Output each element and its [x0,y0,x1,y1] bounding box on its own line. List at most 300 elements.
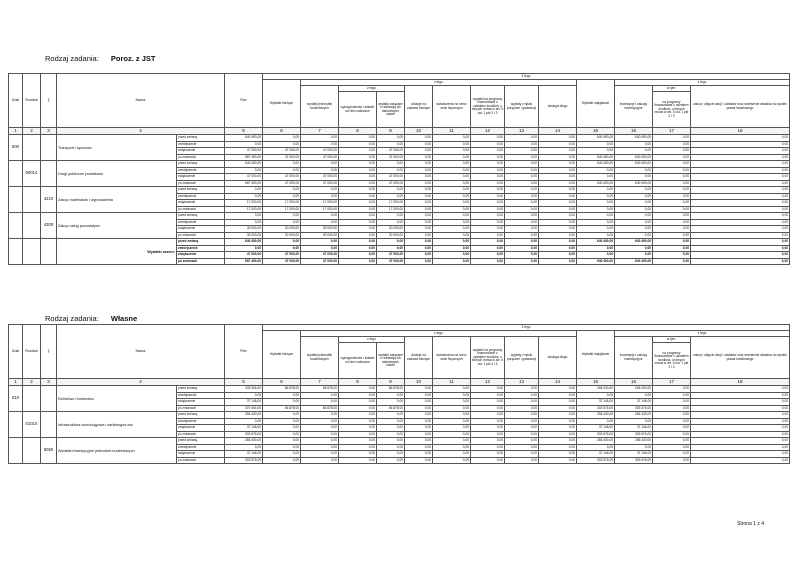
value-cell: 0,00 [691,154,790,161]
row-name: Drogi publiczne powiatowe [57,161,177,187]
value-cell: 0,00 [539,135,577,142]
value-cell: 0,00 [263,187,301,194]
value-cell: 0,00 [339,154,377,161]
value-cell: 0,00 [539,438,577,445]
value-cell: 0,00 [263,239,301,246]
value-cell: 0,00 [471,161,505,168]
paragraf-code [41,386,57,412]
value-cell: 0,00 [505,412,539,419]
value-cell: 0,00 [691,141,790,148]
value-cell: 0,00 [301,213,339,220]
value-cell: 0,00 [263,213,301,220]
col-header-inwestycje-programy: na programy finansowane z udziałem środków, o których mowa w art. 5 ust. 1 pkt 2 i 3 [653,343,691,379]
value-cell: 0,00 [539,386,577,393]
row-name: Wydatki razem: [57,239,177,265]
budget-table-1 [8,73,790,265]
value-cell: 687 490,00 [225,258,263,265]
value-cell: 0,00 [615,187,653,194]
value-cell: 66 878,00 [263,386,301,393]
value-cell: 266 430,00 [615,386,653,393]
col-number: 7 [301,379,339,386]
col-number: 13 [505,379,539,386]
row-kind: przed zmianą [177,438,225,445]
value-cell: 0,00 [377,392,405,399]
value-cell: 0,00 [505,135,539,142]
value-cell: 37 146,00 [615,451,653,458]
task-type-label: Rodzaj zadania: [45,54,99,63]
value-cell: 0,00 [577,193,615,200]
value-cell: 0,00 [539,161,577,168]
value-cell: 266 430,00 [577,386,615,393]
value-cell: 640 490,00 [225,161,263,168]
col-header-inwestycje-programy: na programy finansowane z udziałem środków, o których mowa w art. 5 ust. 1 pkt 2 i 3 [653,92,691,128]
col-header-wynagrodzenia: wynagrodzenia i składki od nich naliczane [339,343,377,379]
value-cell: 266 430,00 [615,412,653,419]
value-cell: 0,00 [405,226,433,233]
task-type-value: Poroz. z JST [110,54,156,63]
value-cell: 303 576,00 [615,431,653,438]
value-cell: 0,00 [505,418,539,425]
value-cell: 0,00 [471,451,505,458]
value-cell: 0,00 [301,193,339,200]
value-cell: 0,00 [539,457,577,464]
rozdzial-code [23,386,41,412]
row-kind: zmniejszenie [177,245,225,252]
row-kind: przed zmianą [177,161,225,168]
value-cell: 0,00 [691,438,790,445]
value-cell: 0,00 [615,174,653,181]
value-cell: 0,00 [653,239,691,246]
value-cell: 0,00 [691,258,790,265]
value-cell: 0,00 [471,148,505,155]
value-cell: 640 490,00 [577,161,615,168]
value-cell: 0,00 [471,405,505,412]
value-cell: 47 000,00 [377,252,405,259]
value-cell: 0,00 [471,457,505,464]
value-cell: 0,00 [691,148,790,155]
value-cell: 47 000,00 [225,174,263,181]
value-cell: 0,00 [691,219,790,226]
value-cell: 0,00 [339,418,377,425]
value-cell: 0,00 [505,148,539,155]
value-cell: 0,00 [405,405,433,412]
rozdzial-code: 01010 [23,412,41,438]
value-cell: 0,00 [301,239,339,246]
section-title-2 [45,314,137,323]
row-kind: zwiększenie [177,226,225,233]
value-cell: 0,00 [433,193,471,200]
value-cell: 0,00 [339,405,377,412]
row-kind: po zmianach [177,154,225,161]
value-cell: 0,00 [615,226,653,233]
col-number: 8 [339,379,377,386]
value-cell: 0,00 [301,141,339,148]
col-header-z-tego: z tego [339,86,405,92]
col-header-inwestycje: inwestycje i zakupy inwestycyjne [615,86,653,128]
value-cell: 0,00 [301,219,339,226]
value-cell: 0,00 [691,451,790,458]
value-cell: 0,00 [505,187,539,194]
value-cell: 0,00 [339,438,377,445]
value-cell: 0,00 [653,232,691,239]
value-cell: 0,00 [225,193,263,200]
value-cell: 0,00 [505,141,539,148]
row-name: Infrastruktura wodociągowa i sanitacyjna wsi [57,412,177,438]
value-cell: 0,00 [691,180,790,187]
value-cell: 0,00 [339,245,377,252]
row-kind: zwiększenie [177,174,225,181]
value-cell: 0,00 [505,167,539,174]
value-cell: 0,00 [339,180,377,187]
col-header-wydatki-statutowe: wydatki związane z realizacją ich statutowych zadań [377,343,405,379]
value-cell: 266 430,00 [577,412,615,419]
value-cell: 0,00 [691,193,790,200]
col-header-wydatki-biezace: Wydatki bieżące [263,80,301,128]
value-cell: 0,00 [339,232,377,239]
value-cell: 0,00 [339,213,377,220]
row-kind: zmniejszenie [177,418,225,425]
col-header-inwestycje: inwestycje i zakupy inwestycyjne [615,337,653,379]
value-cell: 0,00 [405,386,433,393]
value-cell: 0,00 [691,135,790,142]
value-cell: 47 000,00 [263,258,301,265]
value-cell: 0,00 [653,135,691,142]
value-cell: 0,00 [471,386,505,393]
value-cell: 0,00 [433,431,471,438]
value-cell: 0,00 [433,187,471,194]
value-cell: 303 576,00 [615,405,653,412]
col-header-obsluga-dlugu: obsługa długu [539,337,577,379]
value-cell: 0,00 [339,219,377,226]
value-cell: 0,00 [433,213,471,220]
value-cell: 0,00 [615,219,653,226]
row-kind: zmniejszenie [177,392,225,399]
col-header-wydatki-jednostek: wydatki jednostek budżetowych [301,86,339,128]
value-cell: 0,00 [377,167,405,174]
budget-table-2 [8,324,790,464]
col-number: 12 [471,379,505,386]
value-cell: 0,00 [615,213,653,220]
value-cell: 0,00 [433,174,471,181]
value-cell: 0,00 [577,219,615,226]
value-cell: 0,00 [225,418,263,425]
col-header-wydatki-jednostek: wydatki jednostek budżetowych [301,337,339,379]
value-cell: 47 000,00 [225,252,263,259]
col-header-programy: wydatki na programy finansowane z udziałem środków, o których mowa w art. 5 ust. 1 pkt 2 i 3 [471,86,505,128]
value-cell: 0,00 [225,167,263,174]
value-cell: 47 000,00 [263,180,301,187]
value-cell: 47 000,00 [301,180,339,187]
value-cell: 0,00 [225,392,263,399]
value-cell: 0,00 [653,252,691,259]
rozdzial-code [23,135,41,161]
col-number: 7 [301,128,339,135]
row-name: Rolnictwo i łowiectwo [57,386,177,412]
value-cell: 0,00 [653,405,691,412]
value-cell: 0,00 [433,252,471,259]
value-cell: 0,00 [433,412,471,419]
value-cell: 303 576,00 [577,405,615,412]
value-cell: 0,00 [377,213,405,220]
row-kind: zwiększenie [177,200,225,207]
value-cell: 0,00 [301,438,339,445]
value-cell: 0,00 [433,206,471,213]
col-number: 14 [539,379,577,386]
value-cell: 0,00 [653,399,691,406]
value-cell: 0,00 [339,187,377,194]
value-cell: 0,00 [539,174,577,181]
value-cell: 0,00 [471,200,505,207]
col-number: 11 [433,128,471,135]
col-number: 5 [225,379,263,386]
value-cell: 640 490,00 [615,161,653,168]
value-cell: 17 000,00 [263,206,301,213]
row-name: Zakup usług pozostałych [57,213,177,239]
section-title-1 [45,54,155,63]
col-number: 15 [577,379,615,386]
value-cell: 0,00 [539,444,577,451]
col-number: 16 [615,128,653,135]
value-cell: 0,00 [691,174,790,181]
value-cell: 0,00 [615,252,653,259]
value-cell: 0,00 [405,239,433,246]
row-name: Transport i łączność [57,135,177,161]
row-kind: po zmianach [177,206,225,213]
row-kind: zwiększenie [177,252,225,259]
row-kind: zmniejszenie [177,141,225,148]
value-cell: 0,00 [471,258,505,265]
row-kind: po zmianach [177,232,225,239]
col-number: 10 [405,379,433,386]
value-cell: 0,00 [471,154,505,161]
value-cell: 0,00 [505,258,539,265]
value-cell: 0,00 [405,135,433,142]
value-cell: 66 878,00 [377,405,405,412]
value-cell: 47 000,00 [301,174,339,181]
value-cell: 0,00 [377,187,405,194]
value-cell: 0,00 [691,232,790,239]
value-cell: 0,00 [505,405,539,412]
value-cell: 0,00 [301,399,339,406]
col-header-obsluga-dlugu: obsługa długu [539,86,577,128]
value-cell: 0,00 [615,418,653,425]
col-number: 3 [41,379,57,386]
col-number: 17 [653,128,691,135]
value-cell: 0,00 [539,258,577,265]
value-cell: 0,00 [505,219,539,226]
value-cell: 0,00 [433,438,471,445]
value-cell: 0,00 [263,392,301,399]
value-cell: 0,00 [263,193,301,200]
value-cell: 0,00 [539,141,577,148]
value-cell: 37 146,00 [615,425,653,432]
col-number: 9 [377,128,405,135]
value-cell: 0,00 [539,193,577,200]
col-header-poreczenia: wypłaty z tytułu poręczeń i gwarancji [505,337,539,379]
value-cell: 0,00 [263,418,301,425]
dzial-code [9,187,23,213]
value-cell: 0,00 [405,457,433,464]
row-kind: przed zmianą [177,213,225,220]
value-cell: 0,00 [615,232,653,239]
value-cell: 37 146,00 [577,451,615,458]
col-header-nazwa: Nazwa [57,325,225,379]
value-cell: 0,00 [301,431,339,438]
col-header-z-tego: z tego [301,331,577,337]
value-cell: 0,00 [471,418,505,425]
value-cell: 0,00 [433,148,471,155]
value-cell: 30 000,00 [225,226,263,233]
value-cell: 37 146,00 [225,425,263,432]
value-cell: 0,00 [505,154,539,161]
value-cell: 47 000,00 [263,154,301,161]
value-cell: 0,00 [577,148,615,155]
value-cell: 0,00 [577,245,615,252]
value-cell: 0,00 [339,258,377,265]
col-number: 1 [9,128,23,135]
value-cell: 0,00 [653,386,691,393]
value-cell: 0,00 [505,457,539,464]
value-cell: 0,00 [405,245,433,252]
col-header-paragraf: § [41,325,57,379]
row-kind: zwiększenie [177,451,225,458]
value-cell: 0,00 [339,135,377,142]
value-cell: 0,00 [539,239,577,246]
value-cell: 47 000,00 [377,148,405,155]
col-number: 18 [691,379,790,386]
value-cell: 0,00 [405,167,433,174]
value-cell: 0,00 [471,167,505,174]
value-cell: 0,00 [405,418,433,425]
col-number: 18 [691,128,790,135]
value-cell: 0,00 [505,431,539,438]
value-cell: 17 000,00 [263,200,301,207]
value-cell: 0,00 [653,180,691,187]
value-cell: 0,00 [653,167,691,174]
value-cell: 303 576,00 [577,457,615,464]
value-cell: 0,00 [653,200,691,207]
value-cell: 30 000,00 [377,226,405,233]
value-cell: 0,00 [301,425,339,432]
value-cell: 0,00 [691,431,790,438]
col-number: 10 [405,128,433,135]
value-cell: 687 490,00 [225,154,263,161]
value-cell: 266 430,00 [577,438,615,445]
value-cell: 0,00 [691,392,790,399]
value-cell: 333 306,00 [225,386,263,393]
value-cell: 0,00 [263,141,301,148]
value-cell: 0,00 [615,245,653,252]
value-cell: 0,00 [405,161,433,168]
value-cell: 0,00 [377,239,405,246]
value-cell: 0,00 [377,412,405,419]
value-cell: 0,00 [615,444,653,451]
col-header-dotacje: dotacje na zadania bieżące [405,86,433,128]
value-cell: 0,00 [405,438,433,445]
value-cell: 0,00 [263,425,301,432]
value-cell: 47 000,00 [377,154,405,161]
value-cell: 0,00 [505,245,539,252]
value-cell: 30 000,00 [301,232,339,239]
value-cell: 0,00 [471,213,505,220]
value-cell: 640 490,00 [225,135,263,142]
value-cell: 0,00 [653,193,691,200]
rozdzial-code: 60014 [23,161,41,187]
rozdzial-code [23,438,41,464]
value-cell: 0,00 [225,444,263,451]
value-cell: 0,00 [505,193,539,200]
row-kind: przed zmianą [177,135,225,142]
paragraf-code: 6050 [41,438,57,464]
value-cell: 0,00 [653,457,691,464]
col-number: 6 [263,128,301,135]
dzial-code [9,213,23,239]
value-cell: 0,00 [539,213,577,220]
value-cell: 17 000,00 [225,206,263,213]
value-cell: 640 490,00 [577,180,615,187]
value-cell: 0,00 [433,154,471,161]
col-header-wydatki-biezace: Wydatki bieżące [263,331,301,379]
value-cell: 0,00 [653,206,691,213]
rozdzial-code [23,239,41,265]
paragraf-code [41,135,57,161]
col-header-zakup-akcji: zakup i objęcie akcji i udziałów oraz wniesienie wkładów do spółek prawa handlowego [691,337,790,379]
dzial-code [9,438,23,464]
value-cell: 0,00 [615,193,653,200]
col-header-wydatki-majatkowe: Wydatki majątkowe [577,331,615,379]
value-cell: 0,00 [505,213,539,220]
value-cell: 0,00 [263,444,301,451]
value-cell: 0,00 [653,213,691,220]
col-number: 9 [377,379,405,386]
col-number: 1 [9,379,23,386]
value-cell: 0,00 [577,392,615,399]
row-kind: przed zmianą [177,386,225,393]
value-cell: 0,00 [653,148,691,155]
value-cell: 0,00 [653,425,691,432]
value-cell: 30 000,00 [263,226,301,233]
value-cell: 0,00 [653,187,691,194]
value-cell: 0,00 [301,167,339,174]
value-cell: 0,00 [577,232,615,239]
value-cell: 0,00 [539,219,577,226]
value-cell: 0,00 [577,174,615,181]
value-cell: 0,00 [263,457,301,464]
value-cell: 0,00 [339,412,377,419]
value-cell: 66 878,00 [301,405,339,412]
value-cell: 0,00 [505,399,539,406]
value-cell: 0,00 [377,161,405,168]
value-cell: 0,00 [405,392,433,399]
value-cell: 0,00 [691,167,790,174]
value-cell: 0,00 [471,438,505,445]
value-cell: 303 576,00 [225,457,263,464]
value-cell: 17 000,00 [301,206,339,213]
value-cell: 0,00 [471,431,505,438]
col-header-dotacje: dotacje na zadania bieżące [405,337,433,379]
row-kind: po zmianach [177,457,225,464]
value-cell: 0,00 [339,425,377,432]
col-header-paragraf: § [41,74,57,128]
value-cell: 0,00 [539,206,577,213]
value-cell: 47 000,00 [263,252,301,259]
value-cell: 0,00 [577,141,615,148]
value-cell: 640 490,00 [577,154,615,161]
value-cell: 370 454,00 [225,405,263,412]
value-cell: 0,00 [471,206,505,213]
value-cell: 640 490,00 [225,239,263,246]
value-cell: 0,00 [691,425,790,432]
